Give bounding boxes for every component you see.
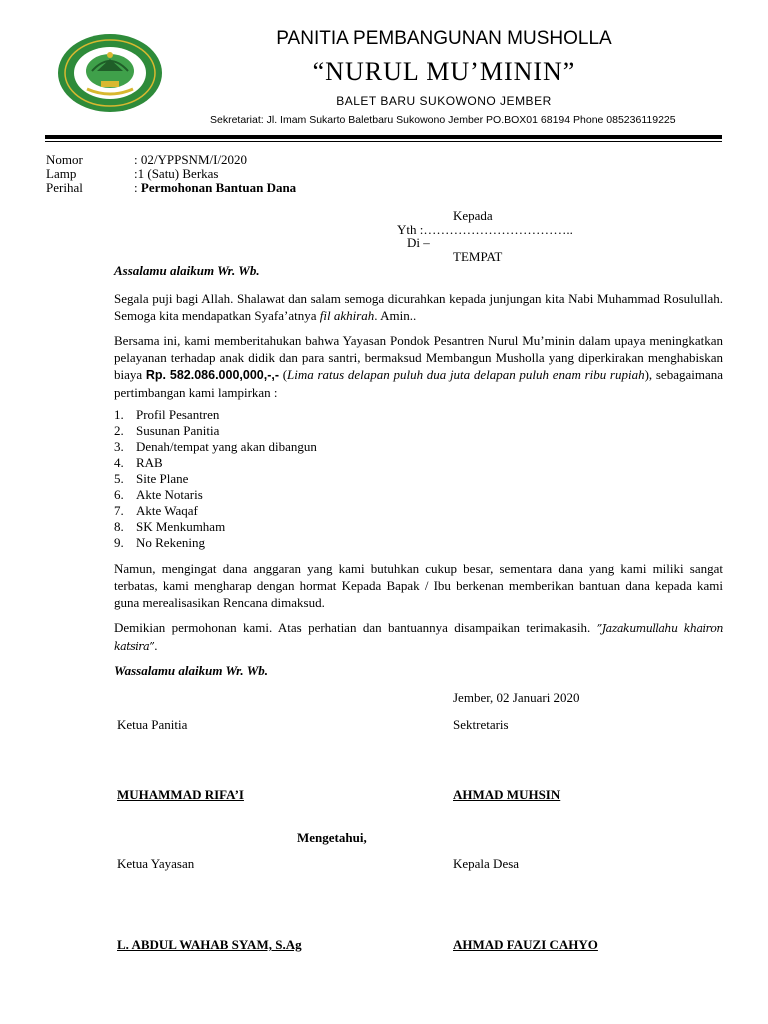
signatory-role-kepala-desa: Kepala Desa <box>453 856 520 871</box>
header-name: “NURUL MU’MININ” <box>312 57 576 86</box>
signatory-name-ketua-yayasan: L. ABDUL WAHAB SYAM, S.Ag <box>117 937 302 952</box>
signatory-name-sekretaris: AHMAD MUHSIN <box>453 787 561 802</box>
paragraph-closing: Demikian permohonan kami. Atas perhatian dan bantuannya disampaikan terimakasih. ”Jazakumullahu khairon katsira”. <box>114 620 723 653</box>
signatory-role-ketua-yayasan: Ketua Yayasan <box>117 856 195 871</box>
paragraph-request: Namun, mengingat dana anggaran yang kami butuhkan cukup besar, sementara dana yang kami miliki sangat terbatas, kami mengharap dengan hormat Kepada Bapak / Ibu berkenan memberikan bantuan dana kepada kami guna merealisasikan Rencana dimaksud. <box>114 561 723 610</box>
signatory-name-kepala-desa: AHMAD FAUZI CAHYO <box>453 937 598 952</box>
recipient-tempat: TEMPAT <box>453 249 503 264</box>
signatory-name-ketua-panitia: MUHAMMAD RIFA’I <box>117 787 244 802</box>
list-item: 9. No Rekening <box>114 535 205 550</box>
attachment-list <box>114 407 317 551</box>
perihal-value: : Permohonan Bantuan Dana <box>134 180 297 195</box>
paragraph-intro: Segala puji bagi Allah. Shalawat dan salam semoga dicurahkan kepada junjungan kita Nabi Muhammad Rosulullah. Semoga kita mendapatkan Syafa’atnya fil akhirah. Amin.. <box>114 291 723 323</box>
mengetahui-label: Mengetahui, <box>297 830 367 845</box>
header-rule-thick <box>45 135 722 139</box>
signatory-role-ketua-panitia: Ketua Panitia <box>117 717 188 732</box>
nomor-value: : 02/YPPSNM/I/2020 <box>134 152 248 167</box>
paragraph-purpose: Bersama ini, kami memberitahukan bahwa Yayasan Pondok Pesantren Nurul Mu’minin dalam upaya meningkatkan pelayanan terhadap anak didik dan para santri, bermaksud Membangun Musholla yang diperkirakan menghabiskan biaya Rp. 582.086.000,000,-,- (Lima ratus delapan puluh dua juta delapan puluh enam ribu rupiah), sebagaimana pertimbangan kami lampirkan : <box>114 333 723 400</box>
recipient-kepada: Kepada <box>453 208 493 223</box>
list-item: 1. Profil Pesantren <box>114 407 220 422</box>
recipient-yth: Yth :…………………………….. <box>397 222 573 237</box>
closing-salutation: Wassalamu alaikum Wr. Wb. <box>114 663 269 678</box>
greeting: Assalamu alaikum Wr. Wb. <box>114 263 260 278</box>
lamp-label: Lamp <box>46 166 77 181</box>
header-org: PANITIA PEMBANGUNAN MUSHOLLA <box>276 28 612 49</box>
list-item: 5. Site Plane <box>114 471 189 486</box>
nomor-label: Nomor <box>46 152 83 167</box>
recipient-di: Di – <box>407 235 430 250</box>
perihal-label: Perihal <box>46 180 83 195</box>
header-rule-thin <box>45 141 722 142</box>
signatory-role-sekretaris: Sektretaris <box>453 717 509 732</box>
list-item: 6. Akte Notaris <box>114 487 203 502</box>
list-item: 2. Susunan Panitia <box>114 423 220 438</box>
list-item: 4. RAB <box>114 455 163 470</box>
list-item: 8. SK Menkumham <box>114 519 226 534</box>
header-address: Sekretariat: Jl. Imam Sukarto Baletbaru Sukowono Jember PO.BOX01 68194 Phone 085236119225 <box>210 114 676 126</box>
list-item: 3. Denah/tempat yang akan dibangun <box>114 439 317 454</box>
letter-date: Jember, 02 Januari 2020 <box>453 690 580 705</box>
header-place: BALET BARU SUKOWONO JEMBER <box>336 94 552 108</box>
lamp-value: :1 (Satu) Berkas <box>134 166 219 181</box>
list-item: 7. Akte Waqaf <box>114 503 198 518</box>
